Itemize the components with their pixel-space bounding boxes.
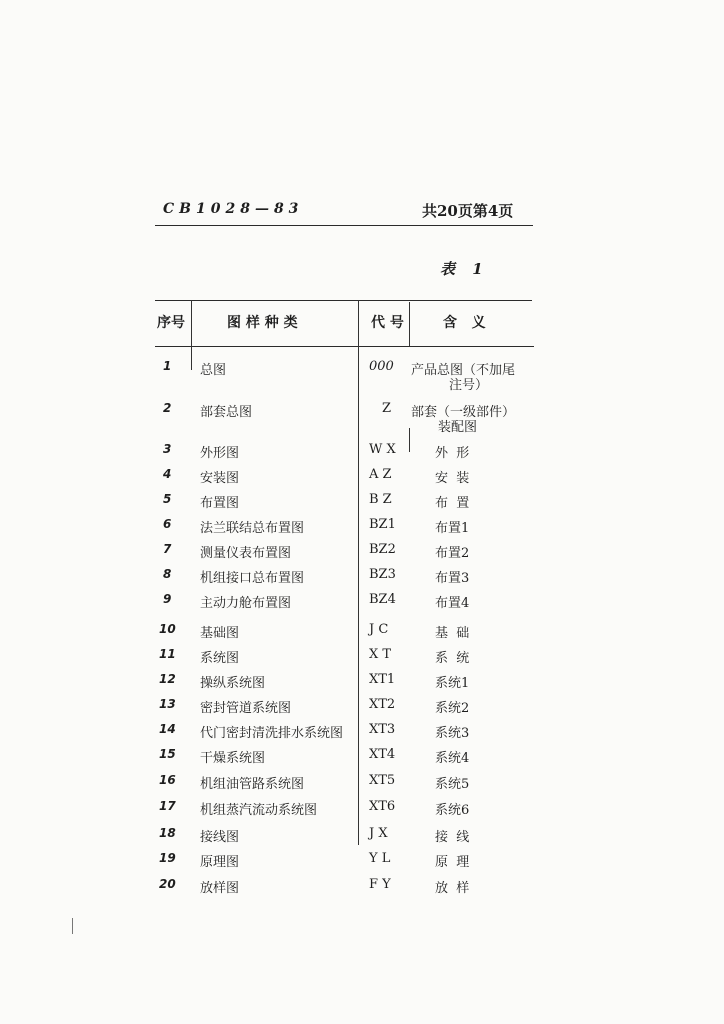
row-drawing-type: 放样图 [200,881,240,896]
column-divider-1 [191,300,192,370]
column-header-code: 代 号 [371,315,404,331]
row-code: 000 [369,359,394,374]
row-code: J X [369,826,388,841]
table-top-border [155,300,532,301]
row-code: XT3 [369,722,396,737]
row-drawing-type: 密封管道系统图 [200,701,292,716]
row-meaning: 布置4 [435,596,470,611]
row-meaning: 布置3 [435,571,470,586]
column-header-meaning: 含 义 [443,315,486,331]
row-meaning-continued: 注号） [449,378,489,393]
row-drawing-type: 部套总图 [200,405,253,420]
row-seq-number: 3 [163,442,172,456]
row-code: F Y [369,877,391,892]
row-code: J C [369,622,389,637]
row-meaning: 布置1 [435,521,470,536]
row-code: Z [382,401,392,416]
row-drawing-type: 布置图 [200,496,240,511]
row-code: XT1 [369,672,396,687]
row-seq-number: 8 [163,567,172,581]
column-divider-3 [409,302,410,346]
row-seq-number: 10 [159,622,176,636]
row-drawing-type: 原理图 [200,855,240,870]
document-code: CB1028—83 [163,201,304,217]
row-seq-number: 2 [163,401,172,415]
column-header-type: 图 样 种 类 [227,315,298,331]
row-meaning: 系统3 [435,726,470,741]
row-seq-number: 19 [159,851,176,865]
column-divider-3b [409,428,410,452]
row-seq-number: 20 [159,877,176,891]
row-seq-number: 12 [159,672,176,686]
column-divider-2 [358,300,359,845]
row-code: XT2 [369,697,396,712]
row-seq-number: 16 [159,773,176,787]
row-code: A Z [369,467,392,482]
row-seq-number: 13 [159,697,176,711]
row-drawing-type: 主动力舱布置图 [200,596,292,611]
row-drawing-type: 安装图 [200,471,240,486]
header-divider [155,225,533,226]
scan-mark [72,918,73,934]
row-meaning: 系 统 [435,651,470,666]
row-code: XT5 [369,773,396,788]
row-seq-number: 11 [159,647,176,661]
table-title: 表 1 [440,260,489,278]
row-drawing-type: 干燥系统图 [200,751,266,766]
row-code: X T [369,647,392,662]
row-meaning: 系统4 [435,751,470,766]
row-meaning: 基 础 [435,626,470,641]
row-drawing-type: 操纵系统图 [200,676,266,691]
row-seq-number: 4 [163,467,172,481]
row-meaning: 原 理 [435,855,470,870]
row-seq-number: 17 [159,799,176,813]
row-drawing-type: 机组油管路系统图 [200,777,305,792]
row-meaning: 系统1 [435,676,470,691]
row-meaning-continued: 装配图 [438,420,478,435]
row-meaning: 部套（一级部件） [411,405,516,420]
row-code: XT6 [369,799,396,814]
row-meaning: 系统5 [435,777,470,792]
row-code: BZ3 [369,567,396,582]
row-drawing-type: 外形图 [200,446,240,461]
row-code: W X [369,442,396,457]
row-drawing-type: 接线图 [200,830,240,845]
row-code: Y L [369,851,391,866]
row-drawing-type: 系统图 [200,651,240,666]
row-drawing-type: 机组蒸汽流动系统图 [200,803,318,818]
column-header-seq: 序号 [157,315,185,331]
row-drawing-type: 总图 [200,363,227,378]
row-meaning: 系统6 [435,803,470,818]
row-drawing-type: 法兰联结总布置图 [200,521,305,536]
row-meaning: 外 形 [435,446,470,461]
row-meaning: 系统2 [435,701,470,716]
row-meaning: 安 装 [435,471,470,486]
row-code: BZ4 [369,592,396,607]
row-drawing-type: 基础图 [200,626,240,641]
row-code: BZ2 [369,542,396,557]
row-seq-number: 15 [159,747,176,761]
header-bottom-border [155,346,534,347]
row-drawing-type: 测量仪表布置图 [200,546,292,561]
row-seq-number: 9 [163,592,172,606]
row-code: XT4 [369,747,396,762]
row-seq-number: 6 [163,517,172,531]
row-seq-number: 7 [163,542,172,556]
row-seq-number: 14 [159,722,176,736]
row-seq-number: 18 [159,826,176,840]
row-meaning: 布置2 [435,546,470,561]
row-meaning: 放 样 [435,881,470,896]
row-meaning: 布 置 [435,496,470,511]
row-code: B Z [369,492,392,507]
row-seq-number: 5 [163,492,172,506]
row-meaning: 产品总图（不加尾 [411,363,516,378]
page-indicator: 共20页第4页 [422,202,514,220]
row-drawing-type: 机组接口总布置图 [200,571,305,586]
row-seq-number: 1 [163,359,172,373]
row-drawing-type: 代门密封清洗排水系统图 [200,726,344,741]
row-code: BZ1 [369,517,396,532]
row-meaning: 接 线 [435,830,470,845]
